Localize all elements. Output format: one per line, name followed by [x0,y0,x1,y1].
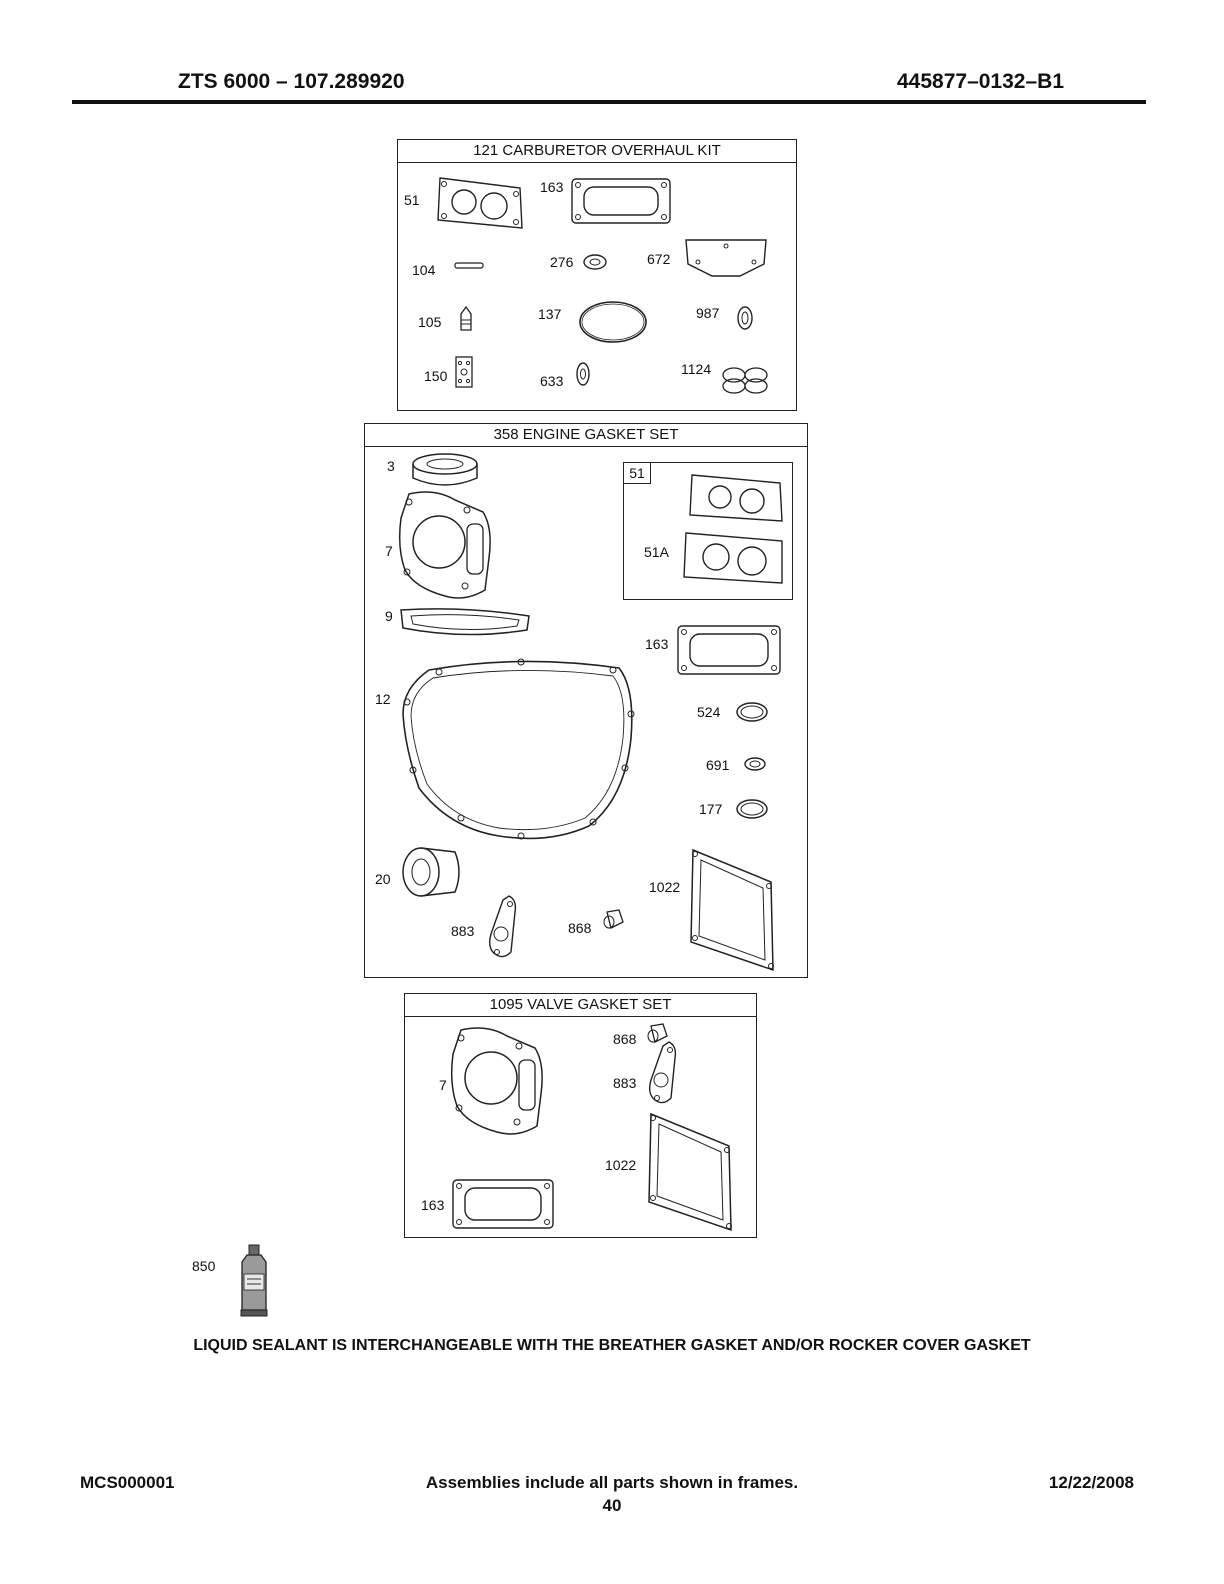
part-label-150: 150 [424,368,448,384]
header-rule [72,100,1146,104]
part-label-633: 633 [540,373,564,389]
part-label-1124: 1124 [681,361,712,377]
part-883-gasket-icon [643,1040,679,1106]
part-163-gasket-icon [676,624,782,676]
intake-gasket-subframe [623,462,793,600]
model-title: ZTS 6000 – 107.289920 [178,70,405,93]
carburetor-kit-frame [397,139,797,411]
part-label-3: 3 [387,458,395,474]
part-163-gasket-icon [451,1178,555,1230]
part-label-177: 177 [699,801,723,817]
part-883-gasket-icon [483,894,519,960]
part-label-883b: 883 [613,1075,637,1091]
part-label-20: 20 [375,871,391,887]
part-label-51a: 51A [644,544,669,560]
engine-gasket-set-title: 358 ENGINE GASKET SET [365,424,807,447]
part-51-gasket-icon [686,473,786,525]
part-label-1022b: 1022 [605,1157,637,1173]
part-7-head-gasket-icon [447,1024,547,1140]
part-label-1022: 1022 [649,879,681,895]
part-label-105: 105 [418,314,442,330]
part-9-gasket-icon [397,604,533,646]
part-label-7b: 7 [439,1077,447,1093]
part-105-needle-icon [459,306,473,332]
valve-gasket-set-title: 1095 VALVE GASKET SET [405,994,756,1017]
part-51a-gasket-icon [682,529,786,587]
subframe-label-51: 51 [624,463,651,484]
footer-caption: Assemblies include all parts shown in frames. [425,1473,799,1492]
part-12-crankcase-gasket-icon [399,658,639,848]
sealant-tube-icon [238,1244,270,1318]
part-number: 445877–0132–B1 [897,70,1064,93]
part-672-gasket-icon [684,236,768,278]
part-label-691: 691 [706,757,730,773]
part-label-12: 12 [375,691,391,707]
part-label-163b: 163 [645,636,669,652]
part-104-pin-icon [454,262,484,270]
part-label-868: 868 [568,920,592,936]
part-label-524: 524 [697,704,721,720]
part-1022-gasket-icon [687,846,777,974]
part-1022-gasket-icon [645,1110,735,1234]
part-276-washer-icon [582,252,608,272]
part-label-276: 276 [550,254,574,270]
part-label-163c: 163 [421,1197,445,1213]
footer-date: 12/22/2008 [1048,1473,1134,1492]
part-label-51: 51 [404,192,420,208]
part-51-gasket-icon [434,174,526,234]
part-label-104: 104 [412,262,436,278]
part-137-oring-icon [578,300,648,344]
part-150-plate-icon [455,356,473,388]
part-868-valve-seal-icon [601,908,625,932]
part-label-672: 672 [647,251,671,267]
part-524-oring-icon [735,701,769,723]
page-number: 40 [602,1496,622,1515]
part-177-oring-icon [735,798,769,820]
footer-doc-id: MCS000001 [80,1473,175,1492]
part-633-washer-icon [575,361,591,387]
part-691-washer-icon [743,756,767,772]
part-label-7: 7 [385,543,393,559]
part-label-868b: 868 [613,1031,637,1047]
part-label-987: 987 [696,305,720,321]
part-987-seal-icon [735,305,755,331]
valve-gasket-set-frame [404,993,757,1238]
part-label-163: 163 [540,179,564,195]
part-label-9: 9 [385,608,393,624]
part-1124-gasket-icon [720,366,770,394]
part-label-137: 137 [538,306,562,322]
part-label-850: 850 [192,1258,216,1274]
sealant-note: LIQUID SEALANT IS INTERCHANGEABLE WITH THE BREATHER GASKET AND/OR ROCKER COVER GASKET [193,1337,1031,1354]
part-label-883: 883 [451,923,475,939]
part-20-seal-icon [399,844,463,900]
carburetor-kit-title: 121 CARBURETOR OVERHAUL KIT [398,140,796,163]
part-7-head-gasket-icon [395,488,495,604]
engine-gasket-set-frame [364,423,808,978]
part-163-gasket-icon [570,177,672,225]
